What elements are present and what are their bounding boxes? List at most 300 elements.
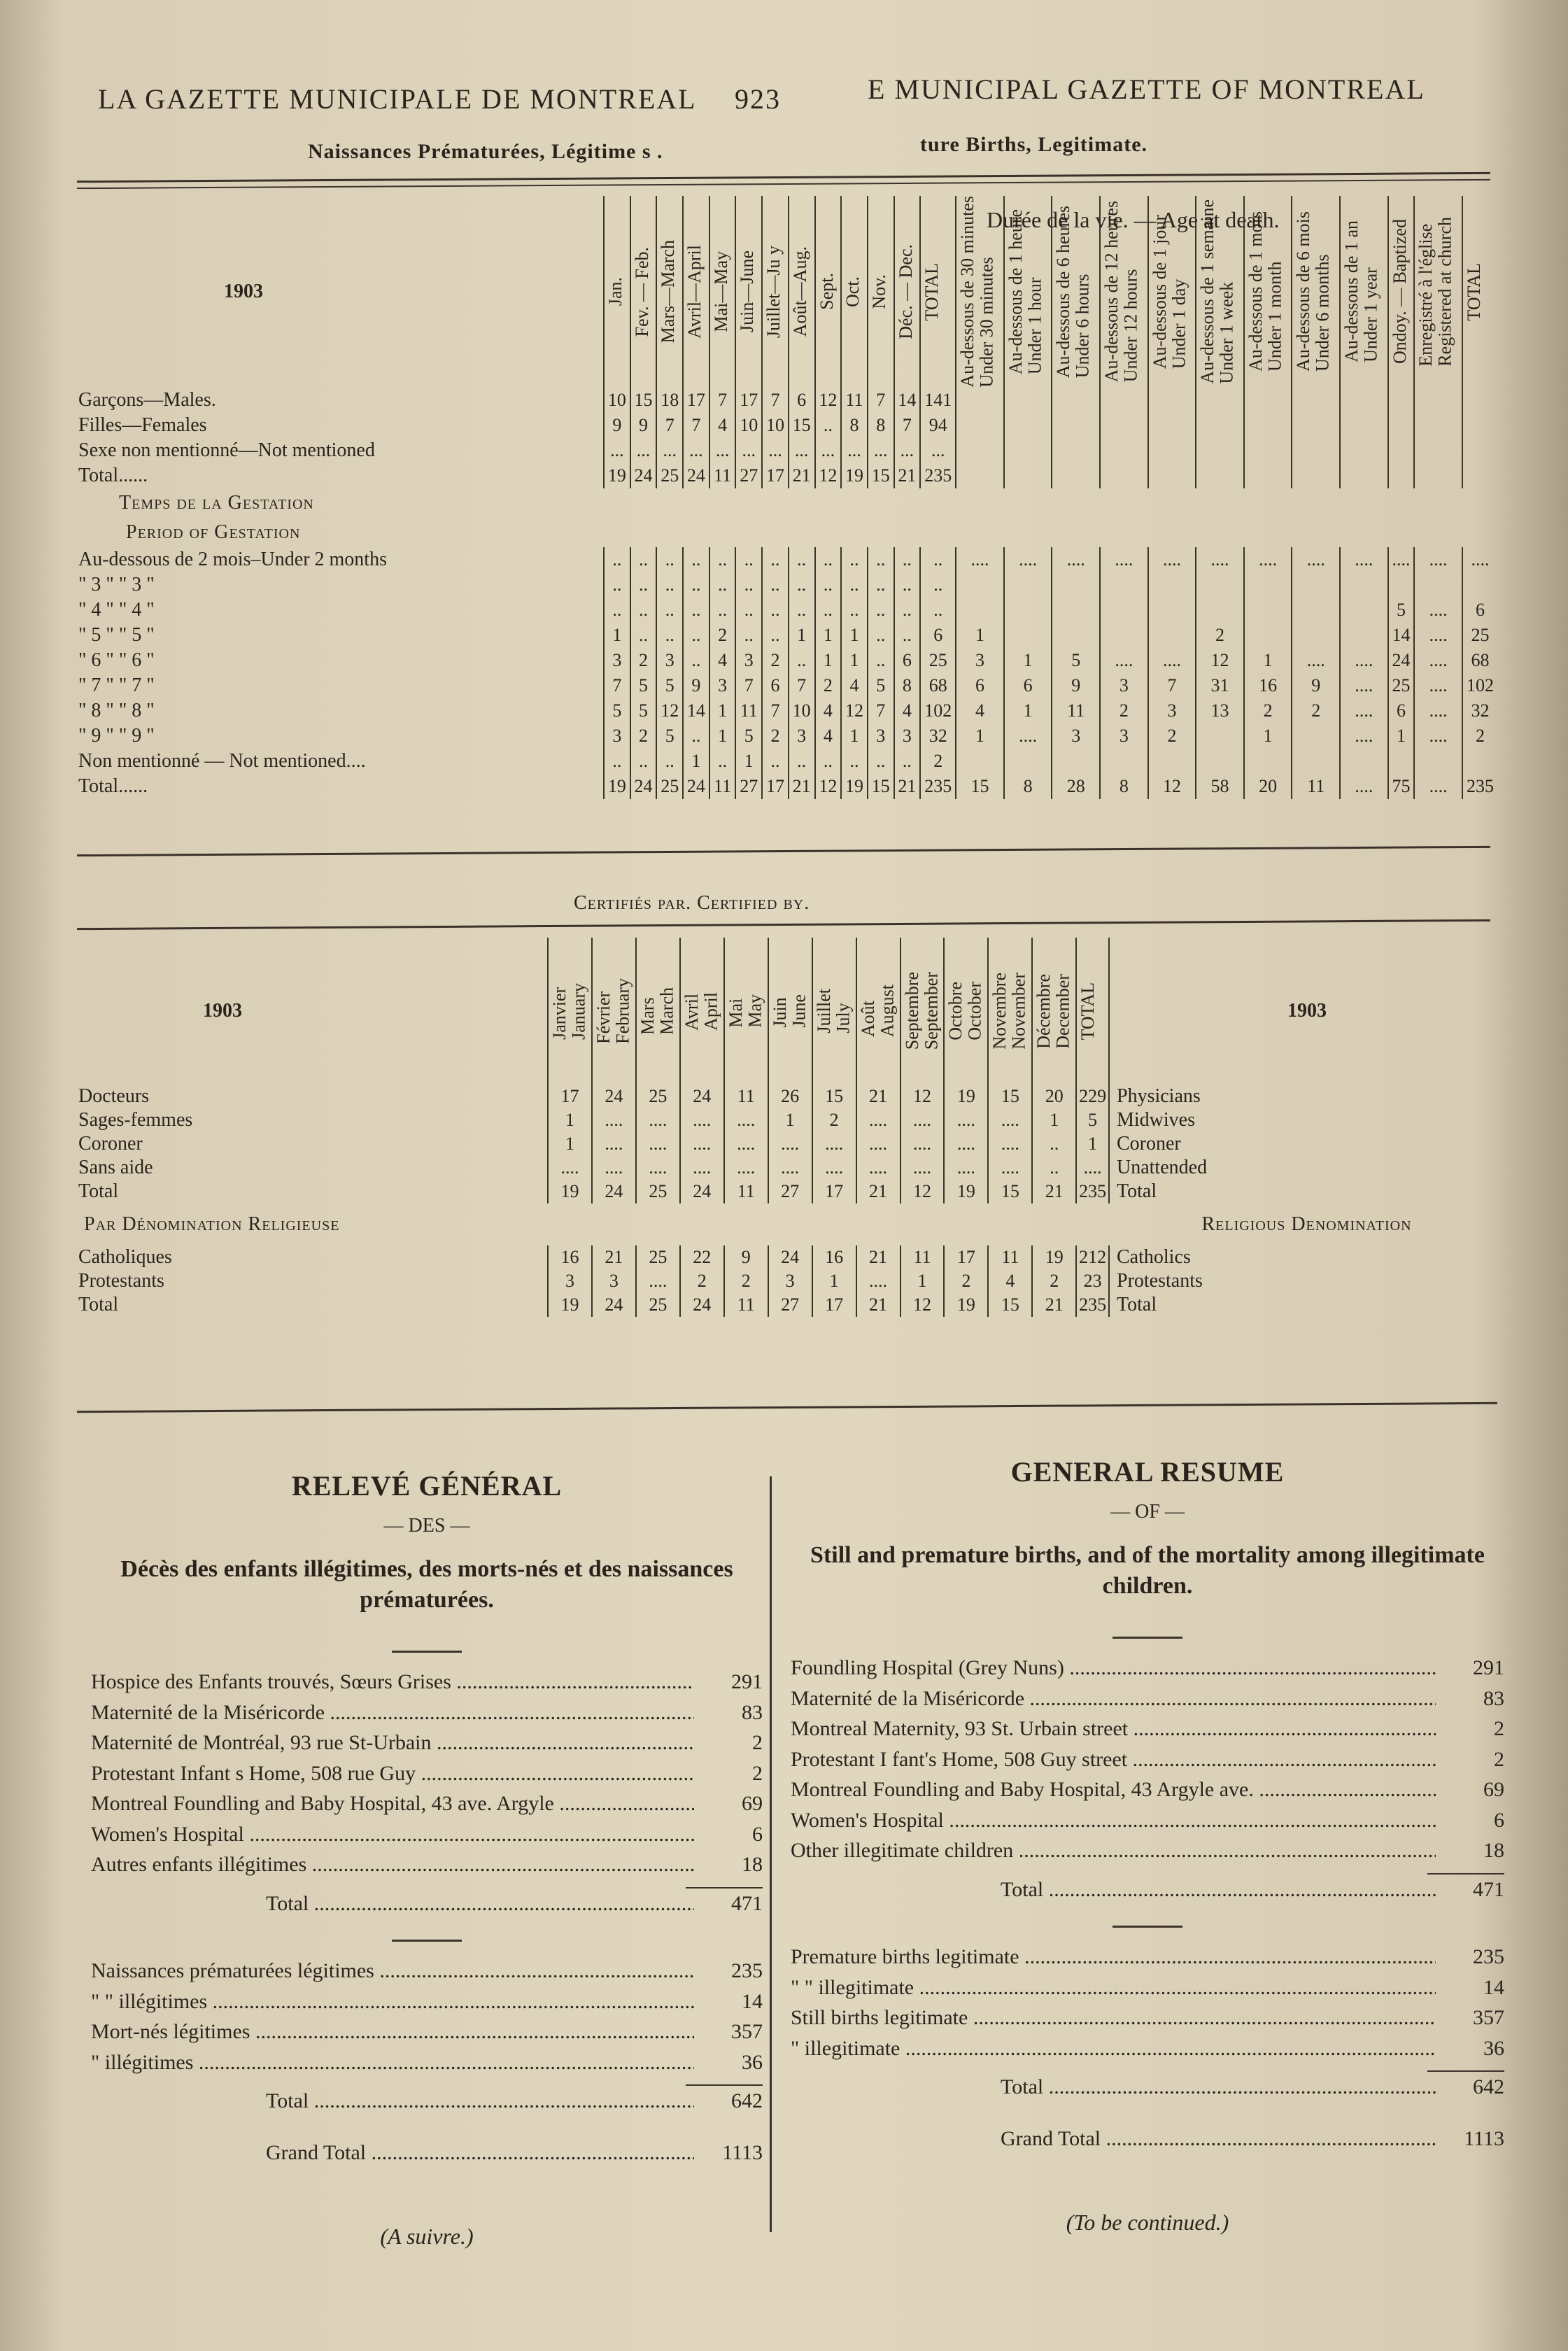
table-cell: .... [1292, 648, 1340, 673]
table-cell: 2 [920, 749, 956, 774]
table-cell: 2 [1292, 698, 1340, 723]
table-cell: .... [1340, 723, 1388, 749]
table-cell: 3 [656, 648, 683, 673]
table-cell [1292, 463, 1340, 488]
table-cell: 3 [1100, 723, 1148, 749]
table-cell: .... [636, 1108, 680, 1132]
table-cell: 1 [683, 749, 709, 774]
table-cell: 5 [1388, 598, 1415, 623]
table-cell [1148, 463, 1196, 488]
month-header-label: TOTAL [1078, 982, 1099, 1040]
table-cell: 24 [630, 463, 657, 488]
table-cell: 9 [630, 413, 657, 438]
resume-of: — OF — [1110, 1501, 1185, 1523]
row-label: " 6 " " 6 " [78, 649, 155, 671]
table-cell: 17 [735, 388, 762, 413]
table-cell: 17 [812, 1180, 856, 1203]
table-cell: .... [724, 1132, 768, 1156]
row-label-fr: Coroner [78, 1133, 143, 1155]
age-header-label: TOTAL [1463, 262, 1484, 321]
table-cell: 7 [762, 388, 789, 413]
table-row [77, 438, 1497, 463]
list-item [91, 1956, 763, 1986]
table-row [77, 572, 1497, 598]
month-header-label: Mai—May [710, 251, 731, 332]
list-item-label: Maternité de Montréal, 93 rue St-Urbain ..... [91, 1728, 694, 1758]
table-cell: 20 [1244, 774, 1292, 799]
table-cell [1148, 413, 1196, 438]
table-cell: 2 [815, 673, 842, 698]
table-cell: 18 [656, 388, 683, 413]
list-item-value: 6 [752, 1822, 763, 1846]
table-cell: 102 [920, 698, 956, 723]
table-cell: 25 [656, 774, 683, 799]
table-cell [1388, 413, 1415, 438]
table-cell: 11 [1292, 774, 1340, 799]
table-cell: .. [841, 547, 868, 572]
table-cell: 21 [894, 463, 921, 488]
table-cell: .. [709, 547, 736, 572]
table-cell [956, 438, 1004, 463]
table-cell: .... [1148, 648, 1196, 673]
table-cell: .. [841, 598, 868, 623]
table-cell: .. [630, 598, 657, 623]
table-cell: 5 [630, 673, 657, 698]
releve-footer: (A suivre.) [380, 2224, 474, 2250]
releve-general [91, 1469, 763, 2250]
table-cell: ... [789, 438, 815, 463]
table-cell: .. [868, 572, 894, 598]
list-item-label: Other illegitimate children ..... [791, 1835, 1436, 1866]
table-cell: 25 [920, 648, 956, 673]
table-cell: 25 [636, 1180, 680, 1203]
table-cell: 1 [548, 1108, 592, 1132]
table-cell: 2 [724, 1269, 768, 1293]
resume-subtitle: Still and premature births, and of the mortality among illegitimate children. [810, 1542, 1485, 1600]
table-cell: .. [1032, 1156, 1076, 1180]
table-cell: .... [680, 1156, 724, 1180]
table-cell: .... [592, 1156, 636, 1180]
month-header [604, 196, 630, 388]
table-cell: 27 [735, 463, 762, 488]
month-header [841, 196, 868, 388]
table-cell: .. [735, 572, 762, 598]
table-cell: 11 [709, 774, 736, 799]
table-cell: 4 [894, 698, 921, 723]
year-label: 1903 [224, 280, 263, 302]
table-cell: .. [735, 598, 762, 623]
month-header [900, 938, 945, 1085]
table-cell [1292, 749, 1340, 774]
table-cell: 2 [1148, 723, 1196, 749]
month-header-label: Juin—June [737, 250, 758, 333]
table-cell: 9 [1292, 673, 1340, 698]
table-cell: .. [630, 623, 657, 648]
table-cell: 3 [1148, 698, 1196, 723]
table-cell: .. [894, 572, 921, 598]
table-row [77, 1085, 1504, 1108]
list-item-label: Premature births legitimate ..... [791, 1942, 1436, 1972]
table-cell [1244, 413, 1292, 438]
table-cell [1148, 623, 1196, 648]
month-header-label: Août August [857, 984, 897, 1038]
table-cell [956, 572, 1004, 598]
table-cell: 7 [789, 673, 815, 698]
table-cell [1004, 388, 1052, 413]
releve-subtitle: Décès des enfants illégitimes, des morts-nés et des naissances prématurées. [120, 1556, 733, 1614]
table-cell: 15 [868, 463, 894, 488]
month-header-label: TOTAL [921, 262, 942, 321]
table-cell: 229 [1076, 1085, 1109, 1108]
table-cell: 31 [1196, 673, 1244, 698]
table-cell: 16 [548, 1245, 592, 1269]
table-cell: 11 [900, 1245, 945, 1269]
table-cell: 12 [900, 1293, 945, 1317]
table-cell: 19 [548, 1180, 592, 1203]
list-item-label: Protestant I fant's Home, 508 Guy street ..... [791, 1744, 1436, 1775]
table-cell: 21 [789, 463, 815, 488]
table-cell: 21 [1032, 1293, 1076, 1317]
table-cell [1292, 438, 1340, 463]
table-cell [1340, 623, 1388, 648]
month-header [894, 196, 921, 388]
table-cell: .... [636, 1132, 680, 1156]
table-cell: 141 [920, 388, 956, 413]
list-item-label: Montreal Foundling and Baby Hospital, 43 Argyle ave. ..... [791, 1774, 1436, 1805]
age-header [956, 196, 1004, 388]
table-cell [1340, 598, 1388, 623]
table-cell: 14 [683, 698, 709, 723]
table-cell: .... [1148, 547, 1196, 572]
table-cell: .. [762, 572, 789, 598]
table-cell [1100, 623, 1148, 648]
table-cell: .. [789, 598, 815, 623]
table-cell [1388, 463, 1415, 488]
sub-heading-en: ture Births, Legitimate. [920, 133, 1148, 156]
table-cell: 1 [956, 623, 1004, 648]
list-item-value: 291 [731, 1670, 763, 1694]
month-header-label: Juillet—Ju y [763, 245, 784, 338]
table-cell [1244, 598, 1292, 623]
table-cell [1414, 438, 1462, 463]
age-header-label: Au-dessous de 6 heures Under 6 hours [1053, 205, 1093, 378]
table-cell: ... [604, 438, 630, 463]
table-cell: 17 [683, 388, 709, 413]
table-cell: 12 [1148, 774, 1196, 799]
month-header [735, 196, 762, 388]
table-cell: 4 [815, 723, 842, 749]
table-cell [1052, 388, 1100, 413]
certified-year: 1903 [203, 1000, 242, 1022]
table-cell: .. [762, 623, 789, 648]
list-item-value: 69 [1483, 1778, 1504, 1802]
month-header-label: Nov. [868, 274, 889, 309]
table-cell [1462, 749, 1497, 774]
table-cell: 19 [604, 774, 630, 799]
table-cell [1462, 388, 1497, 413]
table-cell: 8 [1004, 774, 1052, 799]
list-item-label: " " illegitimate ..... [791, 1972, 1436, 2003]
table-cell: .. [656, 598, 683, 623]
table-row [77, 1245, 1504, 1269]
table-cell: 17 [762, 774, 789, 799]
table-cell: 6 [1462, 598, 1497, 623]
list-item [91, 1986, 763, 2017]
table-cell: 1 [604, 623, 630, 648]
table-cell [1340, 438, 1388, 463]
section-row [77, 488, 1497, 518]
age-header [1462, 196, 1497, 388]
age-header [1244, 196, 1292, 388]
table-cell: 1 [815, 648, 842, 673]
table-cell: 8 [841, 413, 868, 438]
table-cell: 21 [1032, 1180, 1076, 1203]
row-label: Garçons—Males. [78, 388, 216, 411]
table-cell: 235 [920, 774, 956, 799]
table-cell: .... [956, 547, 1004, 572]
list-item [91, 1728, 763, 1758]
table-cell: 24 [1388, 648, 1415, 673]
table-cell: .. [683, 648, 709, 673]
table-cell: .... [592, 1132, 636, 1156]
list-item-label: Montreal Maternity, 93 St. Urbain street ..... [791, 1714, 1436, 1744]
table-cell: .... [1244, 547, 1292, 572]
age-header [1052, 196, 1100, 388]
list-item-label: " illegitimate ..... [791, 2033, 1436, 2064]
table-cell: .. [604, 598, 630, 623]
row-label-en: Coroner [1109, 1132, 1504, 1156]
table-cell: .... [1414, 648, 1462, 673]
table-cell: 4 [709, 648, 736, 673]
table-cell: .. [894, 547, 921, 572]
table-cell [1462, 438, 1497, 463]
table-cell: 7 [894, 413, 921, 438]
table-cell [1004, 623, 1052, 648]
list-item [791, 1942, 1504, 1972]
table-cell: 58 [1196, 774, 1244, 799]
list-item-value: 291 [1473, 1656, 1504, 1680]
table-cell: .... [1388, 547, 1415, 572]
table-cell: .. [709, 598, 736, 623]
table-cell: 21 [856, 1180, 900, 1203]
list-item-label: " illégitimes ..... [91, 2047, 694, 2078]
table-cell: .. [868, 623, 894, 648]
table-cell [1244, 388, 1292, 413]
table-cell: .... [1340, 774, 1388, 799]
table-cell: .... [1100, 648, 1148, 673]
table-cell [1100, 413, 1148, 438]
table-cell: 4 [815, 698, 842, 723]
table-cell: 5 [1076, 1108, 1109, 1132]
table-cell: 21 [856, 1085, 900, 1108]
table-cell: 27 [768, 1180, 812, 1203]
table-cell: 15 [988, 1293, 1032, 1317]
list-item-value: 2 [1494, 1717, 1504, 1741]
month-header [812, 938, 856, 1085]
table-cell: 8 [868, 413, 894, 438]
table-cell [1052, 623, 1100, 648]
table-cell [1244, 749, 1292, 774]
table-cell: 6 [789, 388, 815, 413]
table-cell: .. [868, 749, 894, 774]
list-item-value: 83 [742, 1700, 763, 1724]
table-cell: ... [630, 438, 657, 463]
table-cell: .... [1196, 547, 1244, 572]
list-item-label: Hospice des Enfants trouvés, Sœurs Grises ..... [91, 1667, 694, 1697]
table-cell: .... [1414, 723, 1462, 749]
table-cell: 1 [1004, 648, 1052, 673]
table-cell: .. [789, 547, 815, 572]
table-cell: .. [709, 572, 736, 598]
table-cell: 24 [683, 463, 709, 488]
table-cell: ... [815, 438, 842, 463]
table-cell: 11 [724, 1180, 768, 1203]
list-item-value: 235 [1473, 1945, 1504, 1969]
table-cell: 9 [604, 413, 630, 438]
table-cell: 24 [680, 1085, 724, 1108]
table-cell: 24 [768, 1245, 812, 1269]
table-cell: 2 [1462, 723, 1497, 749]
table-cell [1004, 749, 1052, 774]
table-cell: 1 [956, 723, 1004, 749]
table-cell [1340, 749, 1388, 774]
table-row [77, 648, 1497, 673]
gestation-title-fr: Temps de la Gestation [119, 491, 314, 514]
list-item [91, 1697, 763, 1728]
table-cell: .. [683, 572, 709, 598]
gestation-title-en: Period of Gestation [126, 521, 301, 543]
table-cell: 15 [789, 413, 815, 438]
table-cell [1196, 723, 1244, 749]
table-cell: 7 [762, 698, 789, 723]
resume-list [791, 1653, 1504, 1866]
releve-divider [392, 1651, 462, 1653]
table-cell: 32 [1462, 698, 1497, 723]
table-cell: 21 [856, 1245, 900, 1269]
table-cell: 15 [988, 1180, 1032, 1203]
table-cell: .. [815, 598, 842, 623]
table-cell: 3 [592, 1269, 636, 1293]
table-cell: 68 [1462, 648, 1497, 673]
table-cell: .... [988, 1132, 1032, 1156]
table-cell: 15 [812, 1085, 856, 1108]
table-cell: .. [762, 749, 789, 774]
religion-title-en: Religious Denomination [1201, 1213, 1412, 1235]
table-cell: 1 [841, 623, 868, 648]
table-cell: 6 [1388, 698, 1415, 723]
row-label: " 7 " " 7 " [78, 674, 155, 696]
row-label-en: Physicians [1109, 1085, 1504, 1108]
table-cell: .. [868, 648, 894, 673]
releve-divider-2 [392, 1940, 462, 1942]
table-cell: 1 [1388, 723, 1415, 749]
list-item [91, 1758, 763, 1789]
table-row [77, 723, 1497, 749]
table-cell: 235 [920, 463, 956, 488]
list-item [91, 1819, 763, 1850]
table-cell: 12 [815, 388, 842, 413]
table-cell: 3 [604, 723, 630, 749]
table-cell: 3 [1100, 673, 1148, 698]
month-header-label: Octobre October [945, 982, 985, 1040]
table-cell: 5 [868, 673, 894, 698]
releve-des: — DES — [383, 1515, 470, 1537]
table-cell: 32 [920, 723, 956, 749]
resume-list-2 [791, 1942, 1504, 2063]
row-label-en: Total [1109, 1293, 1504, 1317]
table-cell: 9 [683, 673, 709, 698]
table-cell: .. [604, 547, 630, 572]
table-cell: 3 [894, 723, 921, 749]
table-cell: 3 [709, 673, 736, 698]
table-cell: 12 [656, 698, 683, 723]
table-cell: 2 [680, 1269, 724, 1293]
general-resume [791, 1455, 1504, 2236]
month-header-label: Sept. [816, 273, 837, 311]
table-cell: .... [1076, 1156, 1109, 1180]
table-cell: .. [789, 648, 815, 673]
table-cell: 16 [1244, 673, 1292, 698]
table-cell: 1 [1244, 648, 1292, 673]
table-cell: .. [1032, 1132, 1076, 1156]
table-cell: 15 [988, 1085, 1032, 1108]
table-cell: .... [592, 1108, 636, 1132]
month-header-label: Mars March [637, 987, 677, 1035]
table-cell: 1 [900, 1269, 945, 1293]
table-row [77, 463, 1497, 488]
table-cell: 21 [894, 774, 921, 799]
month-header-label: Février February [593, 978, 633, 1044]
list-item-label: Autres enfants illégitimes ..... [91, 1849, 694, 1880]
table-cell: 1 [841, 648, 868, 673]
table-cell: 24 [592, 1293, 636, 1317]
table-cell: 4 [956, 698, 1004, 723]
table-row [77, 698, 1497, 723]
table-cell: .... [856, 1156, 900, 1180]
table-cell: .. [630, 749, 657, 774]
table-cell [1196, 598, 1244, 623]
table-cell: 15 [868, 774, 894, 799]
table-cell: 10 [604, 388, 630, 413]
table-cell [1292, 388, 1340, 413]
age-header-label: Au-dessous de 6 mois Under 6 months [1293, 211, 1333, 372]
month-header [680, 938, 724, 1085]
table-cell: .... [856, 1108, 900, 1132]
table-cell: 2 [762, 723, 789, 749]
table-cell: 24 [680, 1180, 724, 1203]
table-cell: 9 [1052, 673, 1100, 698]
month-header [856, 938, 900, 1085]
table-row [77, 1180, 1504, 1203]
month-header [920, 196, 956, 388]
table-cell [956, 598, 1004, 623]
sub-heading-fr: Naissances Prématurées, Légitime s . [308, 140, 663, 163]
table-cell: 10 [789, 698, 815, 723]
month-header [683, 196, 709, 388]
table-cell: 2 [709, 623, 736, 648]
list-item-label: Protestant Infant s Home, 508 rue Guy ..... [91, 1758, 694, 1789]
certified-top-rule [77, 919, 1490, 930]
table-cell: 1 [768, 1108, 812, 1132]
table-cell: 6 [956, 673, 1004, 698]
row-label: " 9 " " 9 " [78, 724, 155, 747]
month-header-label: Fev. — Feb. [631, 246, 652, 337]
table-cell [1148, 749, 1196, 774]
table-row [77, 1108, 1504, 1132]
table-row [77, 1293, 1504, 1317]
certified-year-right: 1903 [1109, 938, 1504, 1085]
resume-total-row: Total ..... 471 [791, 1875, 1504, 1905]
